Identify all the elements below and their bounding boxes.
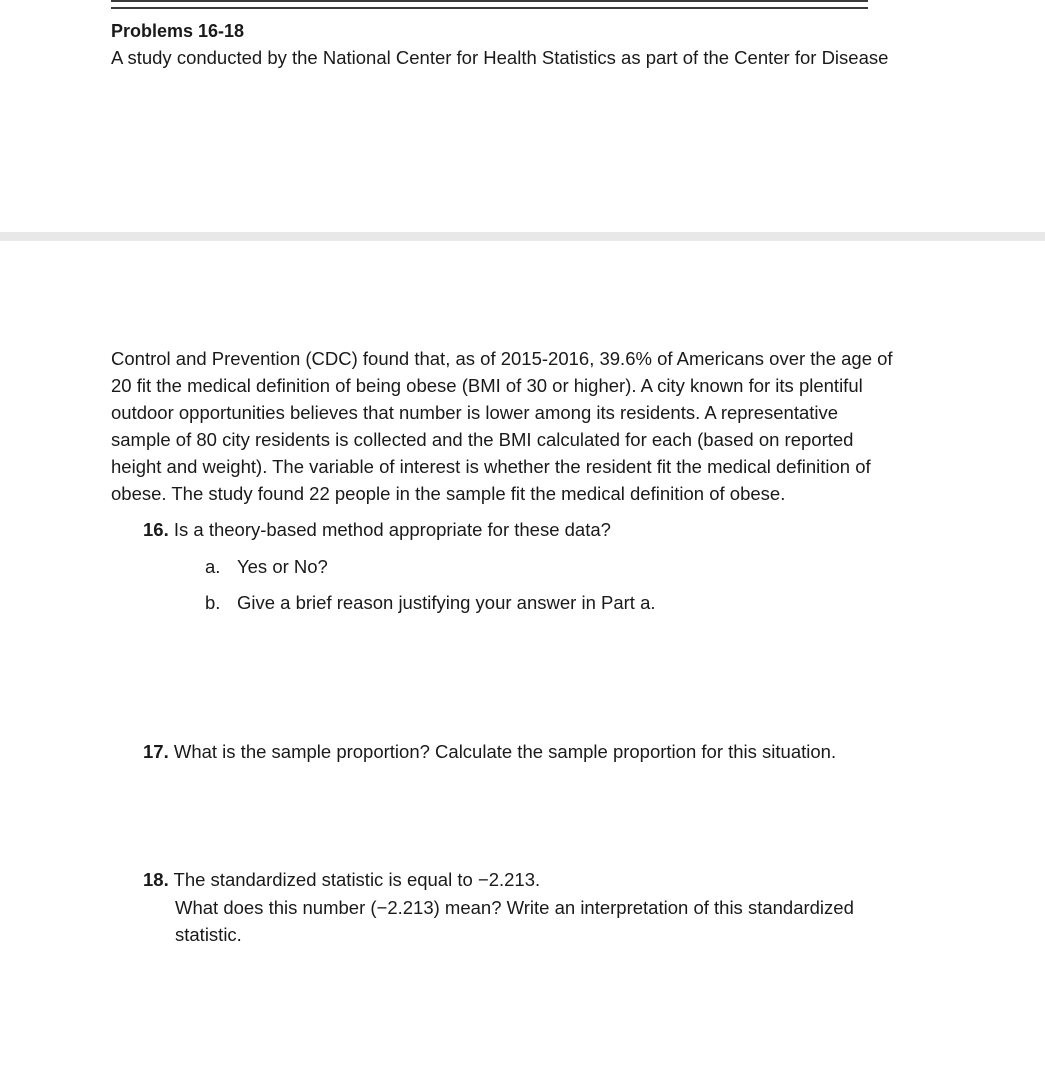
question-16-option-b xyxy=(205,590,656,616)
question-18-followup: statistic. xyxy=(175,924,242,945)
option-text: Give a brief reason justifying your answer in Part a. xyxy=(237,592,656,613)
option-text: Yes or No? xyxy=(237,556,328,577)
question-18-followup: What does this number (−2.213) mean? Write an interpretation of this standardized xyxy=(175,897,854,918)
question-16-option-a xyxy=(205,554,328,580)
question-number: 17. xyxy=(143,741,169,762)
question-17 xyxy=(143,739,836,765)
page-1 xyxy=(0,0,1045,232)
intro-line: sample of 80 city residents is collected and the BMI calculated for each (based on reported xyxy=(111,429,854,450)
question-text: What is the sample proportion? Calculate the sample proportion for this situation. xyxy=(173,741,837,762)
question-text: The standardized statistic is equal to −2.213. xyxy=(173,869,541,890)
intro-line: outdoor opportunities believes that number is lower among its residents. A representative xyxy=(111,402,839,423)
question-16 xyxy=(143,517,611,543)
page-break xyxy=(0,232,1045,241)
option-letter: b. xyxy=(205,592,221,613)
section-heading: Problems 16-18 xyxy=(111,21,245,41)
question-number: 16. xyxy=(143,519,169,540)
option-letter: a. xyxy=(205,556,221,577)
question-number: 18. xyxy=(143,869,169,890)
intro-line: height and weight). The variable of interest is whether the resident fit the medical definition of xyxy=(111,456,871,477)
question-18 xyxy=(143,867,540,893)
intro-line: Control and Prevention (CDC) found that, as of 2015-2016, 39.6% of Americans over the age of xyxy=(111,348,893,369)
question-text: Is a theory-based method appropriate for these data? xyxy=(173,519,611,540)
intro-line: obese. The study found 22 people in the sample fit the medical definition of obese. xyxy=(111,483,786,504)
intro-line: A study conducted by the National Center for Health Statistics as part of the Center for Disease xyxy=(111,47,889,68)
section-divider xyxy=(111,0,868,9)
intro-line: 20 fit the medical definition of being obese (BMI of 30 or higher). A city known for its plentiful xyxy=(111,375,863,396)
